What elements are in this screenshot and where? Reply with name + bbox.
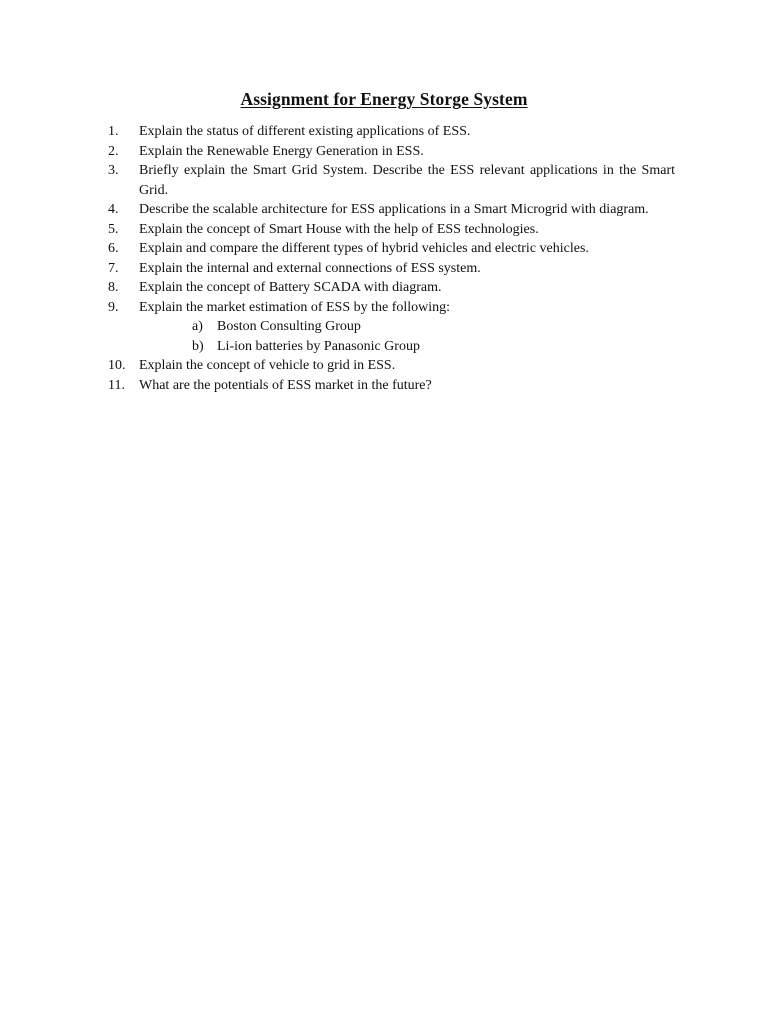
item-text: Explain the concept of vehicle to grid in ESS. (139, 358, 396, 373)
item-number (108, 259, 137, 279)
sub-list (139, 317, 675, 356)
item-number (108, 200, 137, 220)
item-number-text: 11. (108, 377, 125, 393)
list-item (108, 122, 675, 142)
item-text: Explain the internal and external connections of ESS system. (139, 260, 481, 276)
document-title: Assignment for Energy Storge System (240, 89, 528, 109)
item-number (108, 122, 137, 142)
sub-item-label: b) (192, 338, 204, 354)
list-item (108, 376, 675, 396)
sub-item-text: Li-ion batteries by Panasonic Group (217, 338, 420, 354)
item-number (108, 161, 137, 181)
item-number (108, 298, 137, 318)
item-number (108, 356, 137, 376)
list-item (108, 220, 675, 240)
item-text: Explain the Renewable Energy Generation in ESS. (139, 143, 424, 159)
list-item (108, 161, 675, 200)
item-number-text: 8. (108, 280, 119, 295)
sub-item-label: a) (192, 319, 203, 334)
item-number-text: 9. (108, 299, 119, 315)
item-text: Explain and compare the different types of hybrid vehicles and electric vehicles. (139, 241, 589, 256)
sub-list-item (139, 317, 675, 337)
list-item (108, 298, 675, 357)
item-text: Describe the scalable architecture for ESS applications in a Smart Microgrid with diagram. (139, 202, 649, 217)
item-number-text: 6. (108, 241, 119, 256)
item-text: Explain the market estimation of ESS by the following: (139, 299, 451, 315)
item-number-text: 4. (108, 202, 119, 217)
list-item (108, 200, 675, 220)
sub-list-item (139, 337, 675, 357)
list-item (108, 142, 675, 162)
item-number-text: 3. (108, 163, 119, 178)
question-list (108, 122, 675, 395)
item-number (108, 278, 137, 298)
item-number (108, 142, 137, 162)
item-number-text: 1. (108, 124, 119, 139)
item-number-text: 7. (108, 260, 119, 276)
item-number (108, 239, 137, 259)
list-item (108, 259, 675, 279)
item-number-text: 5. (108, 221, 119, 237)
item-text: Explain the status of different existing applications of ESS. (139, 124, 471, 139)
item-text: What are the potentials of ESS market in the future? (139, 377, 432, 393)
item-text: Explain the concept of Smart House with the help of ESS technologies. (139, 221, 539, 237)
sub-item-text: Boston Consulting Group (217, 319, 361, 334)
item-number (108, 376, 137, 396)
item-number (108, 220, 137, 240)
item-number-text: 2. (108, 143, 119, 159)
item-text: Briefly explain the Smart Grid System. Describe the ESS relevant applications in the Smart Grid. (139, 163, 675, 198)
list-item (108, 278, 675, 298)
item-text: Explain the concept of Battery SCADA with diagram. (139, 280, 442, 295)
item-number-text: 10. (108, 358, 126, 373)
list-item (108, 356, 675, 376)
list-item (108, 239, 675, 259)
